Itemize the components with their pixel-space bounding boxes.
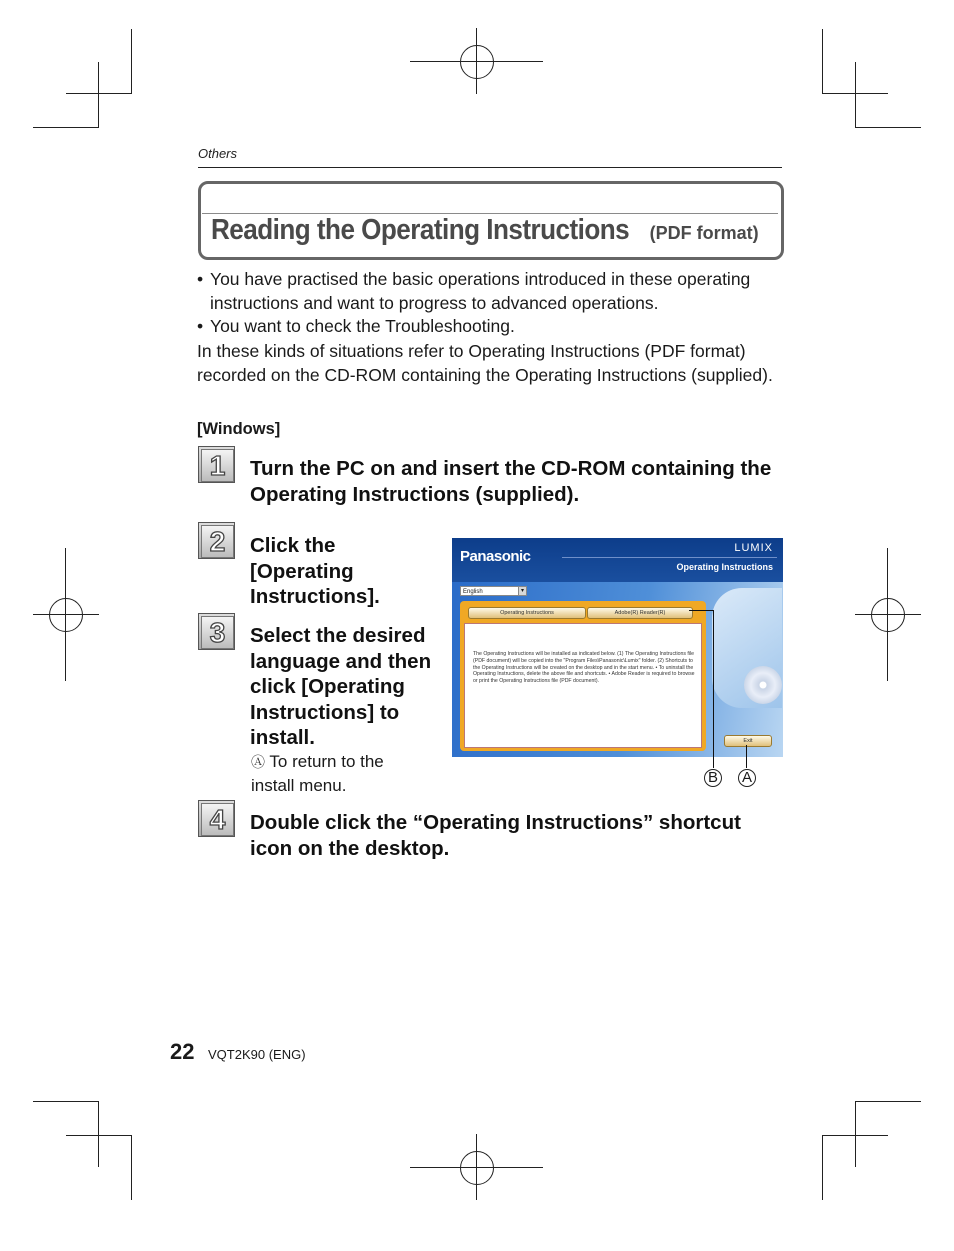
step-number-icon: 4 — [198, 800, 235, 837]
callout-b-line — [713, 610, 714, 768]
step-3-note — [251, 750, 421, 798]
section-divider — [198, 167, 782, 168]
adobe-reader-button[interactable]: Adobe(R) Reader(R) — [587, 607, 693, 619]
section-label: Others — [198, 146, 238, 161]
callout-b-marker: B — [704, 769, 722, 787]
chevron-down-icon[interactable]: ▾ — [518, 586, 527, 596]
language-select[interactable]: English — [460, 586, 526, 596]
step-3-note-text: To return to the install menu. — [251, 752, 384, 795]
install-panel — [460, 601, 706, 751]
step-number-icon: 2 — [198, 522, 235, 559]
installer-header — [452, 538, 783, 582]
callout-a-line — [746, 745, 747, 768]
callout-a-marker: Ⓐ — [251, 754, 265, 770]
intro-bullet: • You want to check the Troubleshooting. — [197, 316, 515, 336]
brand-logo: Panasonic — [460, 548, 531, 565]
installer-caption: Operating Instructions — [676, 562, 773, 572]
page-title-main: Reading the Operating Instructions — [211, 214, 630, 246]
page-title-sub: (PDF format) — [649, 223, 759, 243]
product-logo: LUMIX — [734, 542, 773, 554]
step-3-text: Select the desired language and then click [Operating Instructions] to install. — [250, 624, 432, 749]
step-2-text: Click the [Operating Instructions]. — [250, 534, 380, 608]
step-4-text: Double click the “Operating Instructions” shortcut icon on the desktop. — [250, 811, 741, 860]
callout-b-line — [689, 610, 714, 611]
page-title — [211, 214, 759, 247]
step-number-icon: 3 — [198, 613, 235, 650]
step-1-text: Turn the PC on and insert the CD-ROM containing the Operating Instructions (supplied). — [250, 457, 772, 506]
os-label: [Windows] — [197, 420, 281, 438]
document-code: VQT2K90 (ENG) — [208, 1047, 306, 1062]
callout-a-marker: A — [738, 769, 756, 787]
operating-instructions-button[interactable]: Operating Instructions — [468, 607, 586, 619]
intro-paragraph: In these kinds of situations refer to Operating Instructions (PDF format) recorded on the CD-ROM containing the Operating Instructions (supplied). — [197, 341, 773, 385]
cd-rom-illustration — [744, 666, 782, 704]
intro-bullet: • You have practised the basic operations introduced in these operating instructions and want to progress to advanced operations. — [197, 269, 751, 313]
step-number-icon: 1 — [198, 446, 235, 483]
install-description: The Operating Instructions will be installed as indicated below. (1) The Operating Instructions file (PDF document) will be copied into the "Program Files\Panasonic\Lumix" folder. (2) Shortcuts to the Operating Instructions will be created on the desktop and in the start menu. • To uninstall the Operating Instructions, delete the above file and shortcuts. • Adobe Reader is required to browse or print the Operating Instructions file (PDF document). — [473, 651, 695, 685]
exit-button[interactable]: Exit — [724, 735, 772, 747]
installer-screenshot — [452, 538, 783, 757]
page-number: 22 — [170, 1039, 195, 1064]
